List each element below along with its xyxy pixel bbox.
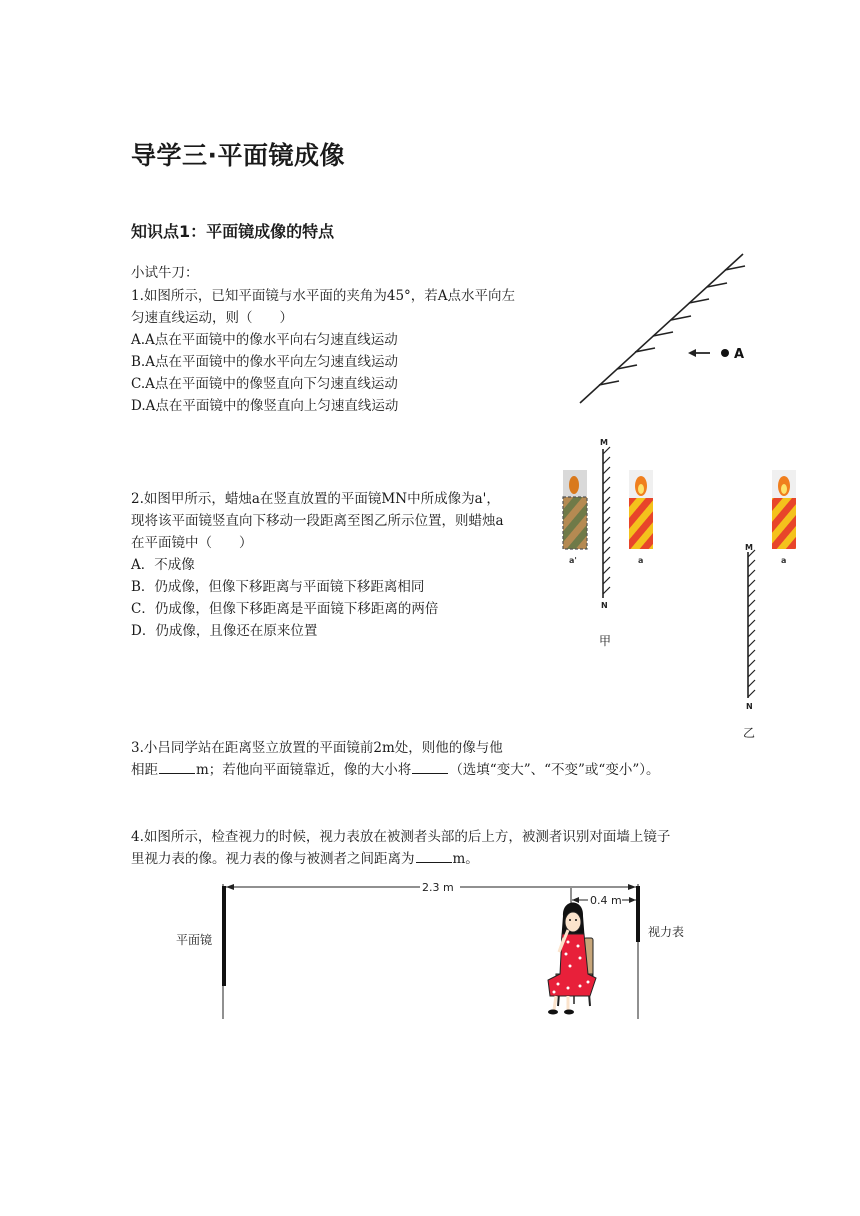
q4-blank-distance[interactable] — [416, 848, 452, 863]
q2-line: 现将该平面镜竖直向下移动一段距离至图乙所示位置，则蜡烛a — [131, 513, 504, 529]
q4-vision-figure — [170, 876, 710, 1022]
left-arrow-icon — [688, 349, 710, 357]
point-a — [721, 349, 729, 357]
q1-option-c: C.A点在平面镜中的像竖直向下匀速直线运动 — [131, 376, 398, 392]
seated-person — [548, 903, 596, 1015]
candle-yi — [772, 470, 796, 565]
mirror-jia-top-label: M — [600, 438, 608, 447]
image-label: a' — [569, 556, 577, 565]
question-1 — [131, 285, 515, 417]
distance-small-label: 0.4 m — [590, 894, 622, 907]
q3-text-c: （选填“变大”、“不变”或“变小”）。 — [449, 762, 660, 778]
inclined-mirror — [580, 254, 745, 403]
intro-text: 小试牛刀： — [131, 265, 199, 281]
q2-line: 2.如图甲所示，蜡烛a在竖直放置的平面镜MN中所成像为a'， — [131, 491, 500, 507]
q3-line-1: 3.小吕同学站在距离竖立放置的平面镜前2m处，则他的像与他 — [131, 740, 503, 756]
q4-text-a: 里视力表的像。视力表的像与被测者之间距离为 — [131, 851, 415, 867]
q3-text-b: m；若他向平面镜靠近，像的大小将 — [196, 762, 412, 778]
section-heading: 知识点1：平面镜成像的特点 — [131, 222, 335, 241]
q2-candle-figure — [555, 432, 805, 747]
mirror-jia-bottom-label: N — [601, 601, 608, 610]
chart-label: 视力表 — [648, 925, 685, 939]
candle-image — [563, 470, 587, 565]
q3-blank-size[interactable] — [412, 759, 448, 774]
mirror-yi-top-label: M — [745, 543, 753, 552]
q1-line: 匀速直线运动，则（ ） — [131, 310, 293, 326]
candle-jia-label: a — [638, 556, 644, 565]
q2-option-a: A．不成像 — [131, 557, 195, 573]
question-4 — [131, 826, 670, 870]
candle-jia — [629, 470, 653, 565]
q1-option-b: B.A点在平面镜中的像水平向左匀速直线运动 — [131, 354, 398, 370]
mirror-label: 平面镜 — [176, 933, 213, 947]
figure-yi-label: 乙 — [743, 726, 756, 740]
candle-yi-label: a — [781, 556, 787, 565]
mirror-jia — [603, 447, 610, 598]
q1-mirror-figure — [575, 248, 755, 408]
q3-blank-distance[interactable] — [159, 759, 195, 774]
q1-option-d: D.A点在平面镜中的像竖直向上匀速直线运动 — [131, 398, 399, 414]
distance-total-label: 2.3 m — [422, 881, 454, 894]
q4-line-2 — [131, 848, 670, 870]
page-title: 导学三·平面镜成像 — [131, 141, 345, 170]
mirror-yi — [748, 550, 755, 698]
plane-mirror — [222, 886, 226, 986]
q3-line-2 — [131, 759, 659, 781]
eye-chart — [636, 886, 640, 942]
q3-text-a: 相距 — [131, 762, 158, 778]
question-2 — [131, 488, 504, 642]
q2-option-d: D．仍成像，且像还在原来位置 — [131, 623, 318, 639]
q2-option-c: C．仍成像，但像下移距离是平面镜下移距离的两倍 — [131, 601, 439, 617]
q2-option-b: B．仍成像，但像下移距离与平面镜下移距离相同 — [131, 579, 425, 595]
q2-line: 在平面镜中（ ） — [131, 535, 253, 551]
q1-option-a: A.A点在平面镜中的像水平向右匀速直线运动 — [131, 332, 398, 348]
mirror-yi-bottom-label: N — [746, 702, 753, 711]
point-a-label: A — [734, 347, 745, 362]
q4-text-b: m。 — [452, 851, 479, 867]
figure-jia-label: 甲 — [599, 634, 612, 648]
q1-line: 1.如图所示，已知平面镜与水平面的夹角为45°，若A点水平向左 — [131, 288, 516, 304]
question-3 — [131, 737, 659, 781]
q4-line-1: 4.如图所示，检查视力的时候，视力表放在被测者头部的后上方，被测者识别对面墙上镜子 — [131, 829, 671, 845]
